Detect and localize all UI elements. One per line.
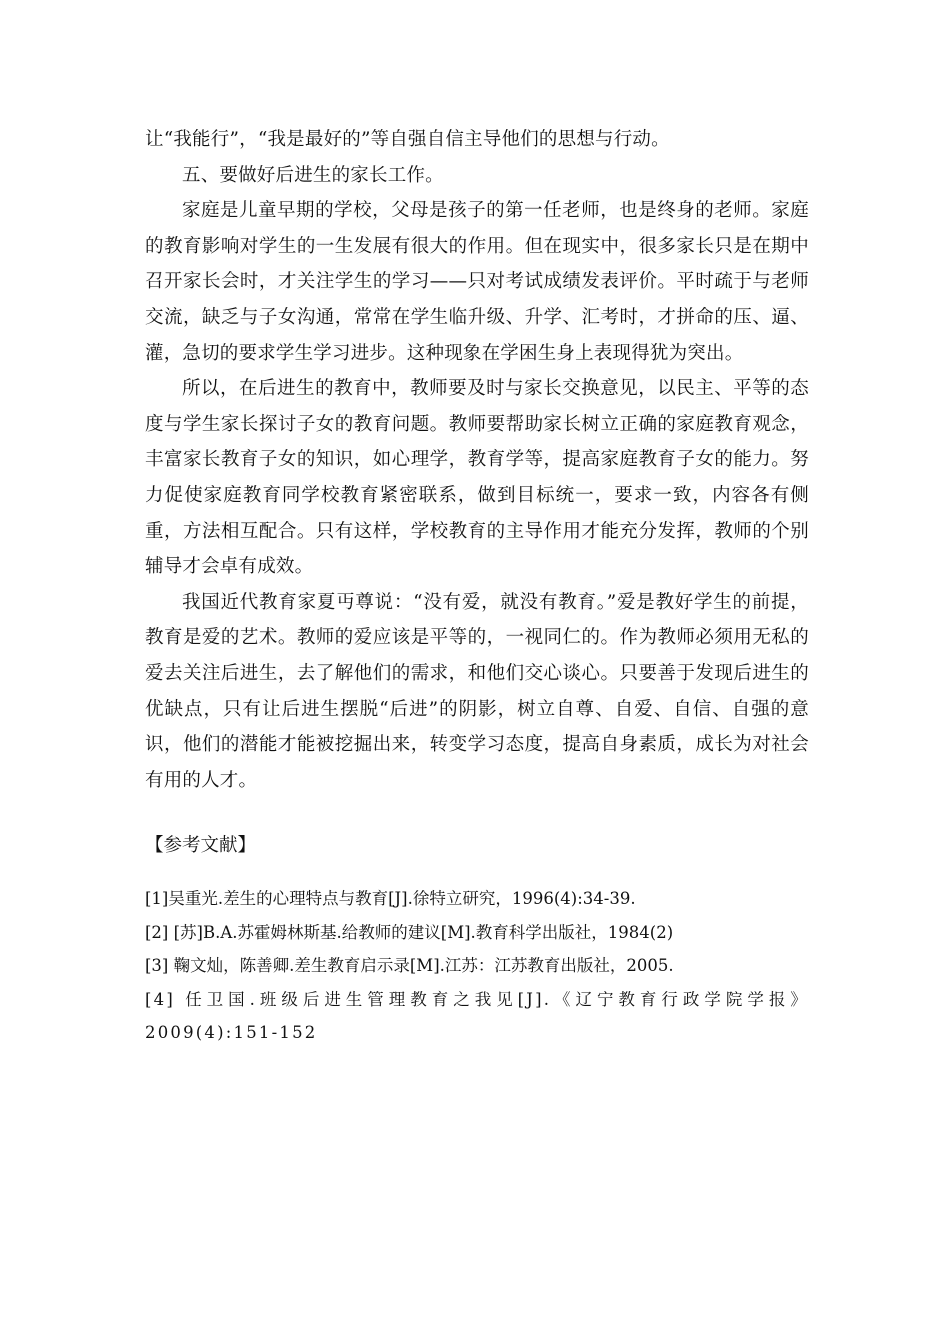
section-heading-parents-work: 五、要做好后进生的家长工作。 [182,164,444,186]
body-paragraph-love: 我国近代教育家夏丏尊说：“没有爱，就没有教育。”爱是教好学生的前提，教育是爱的艺术。教师的爱应该是平等的，一视同仁的。作为教师必须用无私的爱去关注后进生，去了解他们的需求，和他们交心谈心。只要善于发现后进生的优缺点，只有让后进生摆脱“后进”的阴影，树立自尊、自爱、自信、自强的意识，他们的潜能才能被挖掘出来，转变学习态度，提高自身素质，成长为对社会有用的人才。 [145,591,809,791]
reference-item-1: [1]吴重光.差生的心理特点与教育[J].徐特立研究，1996(4):34-39. [145,889,636,909]
references-heading: 【参考文献】 [145,835,257,857]
reference-item-2: [2] [苏]B.A.苏霍姆林斯基.给教师的建议[M].教育科学出版社，1984(2) [145,922,674,942]
references-list [145,882,809,1050]
body-paragraph-continuation: 让“我能行”，“我是最好的”等自强自信主导他们的思想与行动。 [145,129,670,150]
reference-item-4: [4] 任卫国.班级后进生管理教育之我见[J].《辽宁教育行政学院学报》2009(4):151-152 [145,989,809,1043]
reference-item-3: [3] 鞠文灿，陈善卿.差生教育启示录[M].江苏：江苏教育出版社，2005. [145,956,674,976]
body-paragraph-teacher-parents: 所以，在后进生的教育中，教师要及时与家长交换意见，以民主、平等的态度与学生家长探讨子女的教育问题。教师要帮助家长树立正确的家庭教育观念，丰富家长教育子女的知识，如心理学，教育学等，提高家庭教育子女的能力。努力促使家庭教育同学校教育紧密联系，做到目标统一，要求一致，内容各有侧重，方法相互配合。只有这样，学校教育的主导作用才能充分发挥，教师的个别辅导才会卓有成效。 [145,378,809,578]
document-page [145,122,809,1050]
body-paragraph-family: 家庭是儿童早期的学校，父母是孩子的第一任老师，也是终身的老师。家庭的教育影响对学生的一生发展有很大的作用。但在现实中，很多家长只是在期中召开家长会时，才关注学生的学习——只对考试成绩发表评价。平时疏于与老师交流，缺乏与子女沟通，常常在学生临升级、升学、汇考时，才拼命的压、逼、灌，急切的要求学生学习进步。这种现象在学困生身上表现得犹为突出。 [145,200,809,364]
